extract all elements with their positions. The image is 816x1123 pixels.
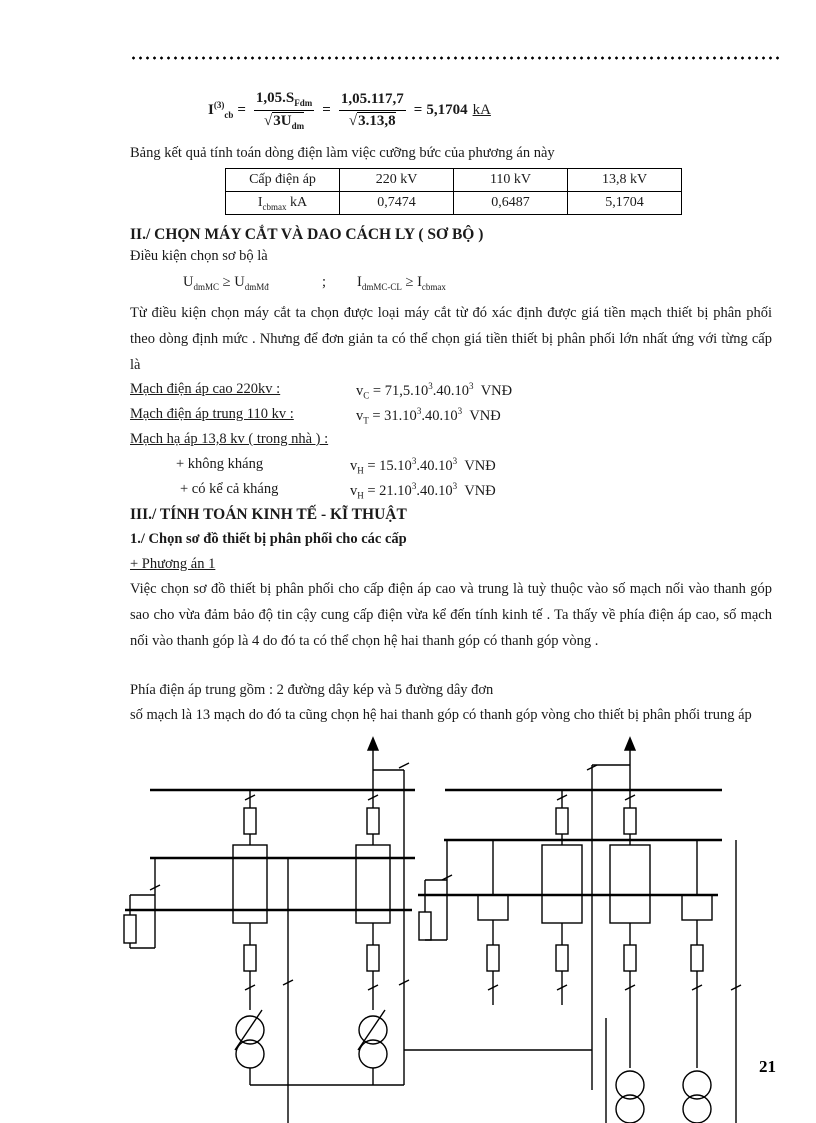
right-bay-1 (478, 840, 508, 1005)
right-bay-3 (587, 738, 650, 1123)
formula-result: 5,1704 (426, 101, 468, 118)
table-header-cell: 13,8 kV (568, 169, 682, 192)
right-interconnect (404, 1018, 606, 1123)
table-intro: Bảng kết quả tính toán dòng điện làm việc cưỡng bức của phương án này (130, 145, 555, 161)
low-no-reactor-label: + không kháng (176, 456, 264, 472)
right-bay-4 (682, 840, 712, 1123)
left-bay-1 (233, 790, 267, 1085)
low-voltage-label: Mạch hạ áp 13,8 kv ( trong nhà ) : (130, 431, 329, 447)
switchgear-diagram (0, 730, 816, 1123)
formula-unit: kA (472, 101, 491, 118)
table-cell: 0,7474 (340, 192, 454, 215)
table-row (226, 192, 682, 215)
table-row (226, 169, 682, 192)
mid-voltage-label: Mạch điện áp trung 110 kv : (130, 406, 294, 422)
section-3-subtitle: 1./ Chọn sơ đồ thiết bị phân phối cho các cấp (130, 531, 407, 547)
scheme-paragraph-3: số mạch là 13 mạch do đó ta cũng chọn hệ hai thanh góp có thanh góp vòng cho thiết bị phân phối trung áp (130, 707, 752, 723)
condition-separator: ; (322, 274, 327, 290)
condition-current: $I_{dmMC-CL} \ge I_{cbmax}$ (357, 274, 446, 292)
high-voltage-label: Mạch điện áp cao 220kv : (130, 381, 281, 397)
breaker-paragraph: Từ điều kiện chọn máy cắt ta chọn được loại máy cắt từ đó xác định được giá tiền mạch thiết bị phân phối theo dòng định mức . Nhưng để đơn giản ta có thể chọn giá tiền thiết bị phân phối lớn nhất ứng với từng cấp là (130, 305, 772, 373)
right-bay-2 (542, 790, 582, 1005)
right-busbars (418, 790, 722, 895)
page-number: 21 (759, 1057, 776, 1076)
table-row-label: $I_{cbmax}$ kA (226, 192, 340, 215)
low-with-reactor-cost: $v_H = 21.10^3.40.10^3$ VNĐ (350, 481, 496, 501)
scheme-paragraph-2: Phía điện áp trung gồm : 2 đường dây kép và 5 đường dây đơn (130, 682, 494, 698)
formula-fraction-symbolic: $\frac{1,05.S_{Fdm}}{√3U_{dm}}$ (255, 89, 313, 131)
formula-lhs: $I^{(3)}_{cb}$ (208, 100, 234, 120)
condition-intro: Điều kiện chọn sơ bộ là (130, 248, 268, 264)
scheme-paragraph-1: Việc chọn sơ đồ thiết bị phân phối cho cấp điện áp cao và trung là tuỳ thuộc vào số mạch nối vào thanh góp sao cho vừa đảm bảo độ tin cậy cung cấp điện vừa kể đến tính kinh tế . Ta thấy về phía điện áp cao, số mạch nối vào thanh góp là 4 do đó ta có thể chọn hệ hai thanh góp có thanh góp vòng . (130, 581, 772, 649)
current-table (225, 168, 682, 215)
table-header-cell: 220 kV (340, 169, 454, 192)
section-3-title: III./ TÍNH TOÁN KINH TẾ - KĨ THUẬT (130, 506, 407, 523)
high-voltage-cost: $v_C = 71,5.10^3.40.10^3$ VNĐ (356, 381, 513, 401)
low-no-reactor-cost: $v_H = 15.10^3.40.10^3$ VNĐ (350, 456, 496, 476)
condition-voltage: $U_{dmMC} \ge U_{dmMđ}$ (183, 274, 269, 292)
table-cell: 5,1704 (568, 192, 682, 215)
low-with-reactor-label: + có kể cả kháng (180, 481, 279, 497)
header-dotted-rule (130, 56, 780, 60)
right-bypass (419, 840, 741, 1123)
section-2-title: II./ CHỌN MÁY CẮT VÀ DAO CÁCH LY ( SƠ BỘ ) (130, 226, 484, 243)
table-header-cell: Cấp điện áp (226, 169, 340, 192)
variant-label: + Phương án 1 (130, 556, 216, 572)
table-cell: 0,6487 (454, 192, 568, 215)
formula-fraction-numeric: $\frac{1,05.117,7}{√3.13,8}$ (340, 90, 404, 129)
mid-voltage-cost: $v_T = 31.10^3.40.10^3$ VNĐ (356, 406, 501, 426)
current-formula: $I^{(3)}_{cb}$ = $\frac{1,05.S_{Fdm}}{√3U_{dm}}$ = $\frac{1,05.117,7}{√3.13,8}$ = 5,1704 kA (208, 89, 491, 131)
table-header-cell: 110 kV (454, 169, 568, 192)
